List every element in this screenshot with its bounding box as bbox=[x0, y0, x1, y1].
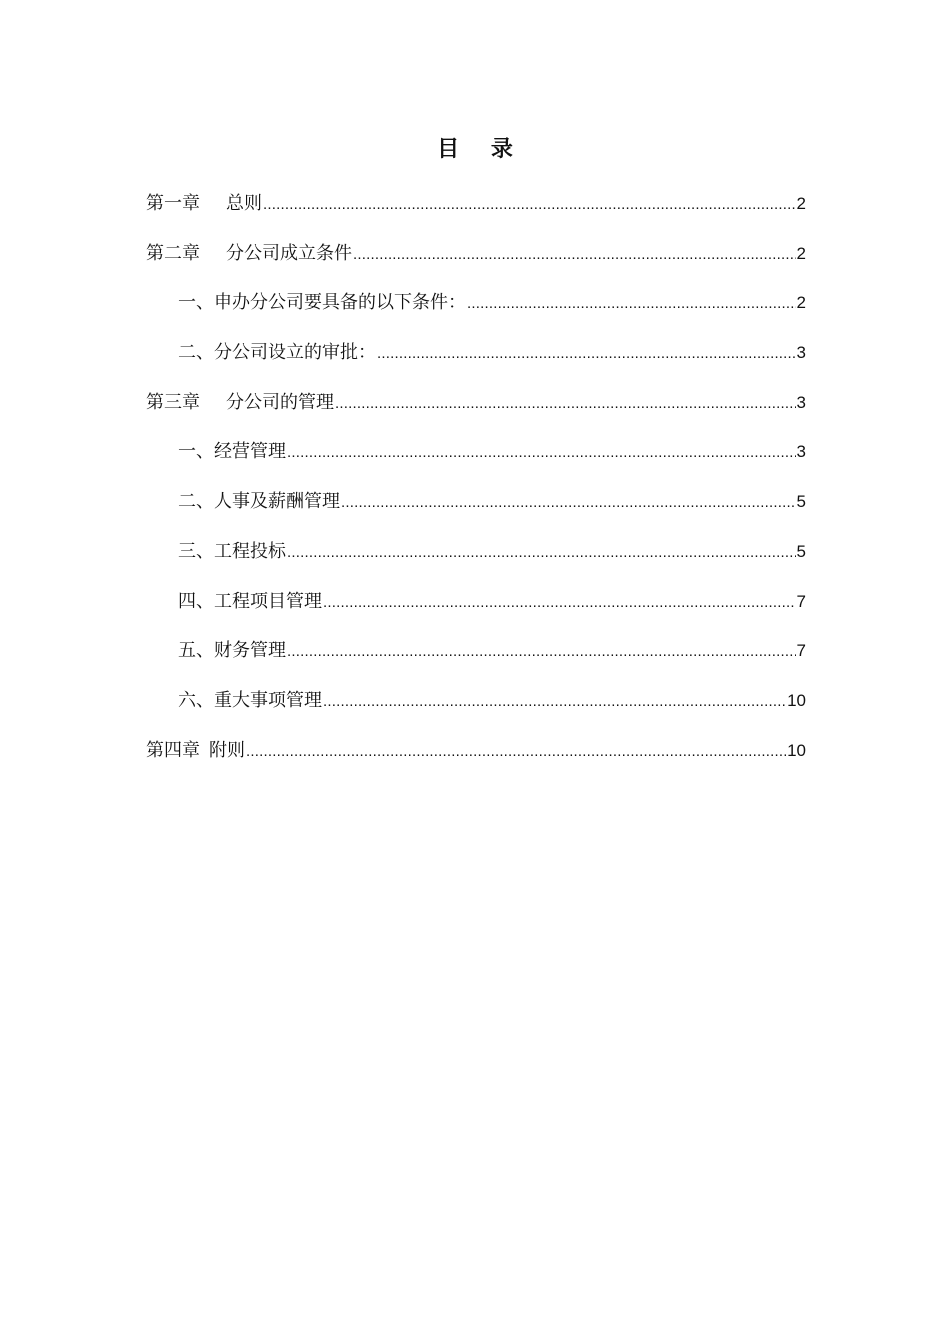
toc-entry-chapter-label: 第三章 bbox=[146, 391, 200, 413]
toc-entry-section[interactable] bbox=[146, 685, 806, 735]
toc-entry-chapter-label: 第四章 bbox=[146, 739, 200, 761]
dot-leader bbox=[467, 288, 796, 320]
toc-entry-page-number: 2 bbox=[796, 243, 806, 263]
dot-leader bbox=[246, 736, 786, 768]
dot-leader bbox=[323, 686, 786, 718]
toc-title: 目 录 bbox=[437, 137, 525, 162]
toc-entry-text: 分公司的管理 bbox=[226, 391, 334, 413]
toc-entry-chapter-2[interactable] bbox=[146, 238, 806, 288]
dot-leader bbox=[287, 537, 796, 569]
toc-entry-chapter-label: 第一章 bbox=[146, 193, 200, 214]
toc-entry-text: 一、经营管理 bbox=[178, 441, 286, 463]
toc-entry-text: 二、分公司设立的审批： bbox=[178, 342, 376, 364]
toc-entry-chapter-3[interactable] bbox=[146, 387, 806, 437]
toc-entry-page-number: 5 bbox=[796, 541, 806, 561]
toc-entry-page-number: 3 bbox=[796, 392, 806, 412]
toc-entry-chapter-1[interactable] bbox=[146, 188, 806, 238]
toc-entry-page-number: 7 bbox=[796, 591, 806, 611]
toc-entry-page-number: 2 bbox=[796, 293, 806, 313]
toc-entry-section[interactable] bbox=[146, 337, 806, 387]
toc-entry-text: 总则 bbox=[226, 193, 262, 214]
toc-entry-text: 四、工程项目管理 bbox=[178, 590, 322, 612]
toc-entry-section[interactable] bbox=[146, 635, 806, 685]
dot-leader bbox=[335, 388, 796, 420]
toc-entry-page-number: 7 bbox=[796, 641, 806, 661]
dot-leader bbox=[323, 587, 796, 619]
toc-entry-text: 二、人事及薪酬管理 bbox=[178, 491, 340, 513]
toc-entry-page-number: 10 bbox=[787, 690, 806, 710]
dot-leader bbox=[341, 487, 796, 519]
toc-entry-section[interactable] bbox=[146, 287, 806, 337]
toc-entry-text: 三、工程投标 bbox=[178, 540, 286, 562]
toc-entry-page-number: 3 bbox=[796, 442, 806, 462]
toc-entry-text: 附则 bbox=[209, 739, 245, 761]
toc-list bbox=[146, 188, 806, 784]
toc-entry-section[interactable] bbox=[146, 536, 806, 586]
toc-entry-chapter-4[interactable] bbox=[146, 735, 806, 785]
toc-entry-page-number: 2 bbox=[796, 194, 806, 213]
toc-entry-text: 一、申办分公司要具备的以下条件： bbox=[178, 292, 466, 314]
toc-entry-text: 分公司成立条件 bbox=[226, 242, 352, 264]
toc-entry-text: 六、重大事项管理 bbox=[178, 689, 322, 711]
toc-entry-section[interactable] bbox=[146, 586, 806, 636]
dot-leader bbox=[263, 189, 796, 221]
toc-entry-text: 五、财务管理 bbox=[178, 640, 286, 662]
dot-leader bbox=[287, 437, 796, 469]
toc-entry-page-number: 10 bbox=[787, 740, 806, 760]
dot-leader bbox=[353, 239, 796, 271]
toc-entry-page-number: 3 bbox=[796, 343, 806, 363]
toc-entry-chapter-label: 第二章 bbox=[146, 242, 200, 264]
toc-entry-section[interactable] bbox=[146, 486, 806, 536]
dot-leader bbox=[287, 636, 796, 668]
dot-leader bbox=[377, 338, 796, 370]
toc-entry-page-number: 5 bbox=[796, 492, 806, 512]
toc-entry-section[interactable] bbox=[146, 436, 806, 486]
